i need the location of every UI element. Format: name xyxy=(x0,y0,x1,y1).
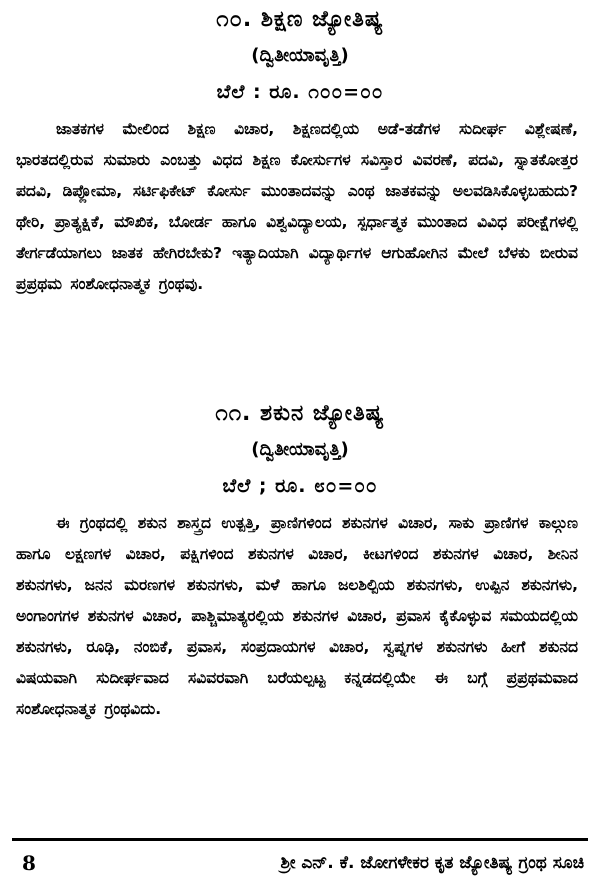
book-entry-shakuna-jyotishya xyxy=(0,400,600,725)
book-title: ೧೦. ಶಿಕ್ಷಣ ಜ್ಯೋತಿಷ್ಯ xyxy=(216,7,384,32)
catalog-title: ಶ್ರೀ ಎನ್. ಕೆ. ಜೋಗಳೇಕರ ಕೃತ ಜ್ಯೋತಿಷ್ಯ ಗ್ರಂಥ ಸೂಚಿ xyxy=(280,853,584,873)
book-entry-shikshana-jyotishya xyxy=(0,6,600,300)
book-edition: (ದ್ವಿತೀಯಾವೃತ್ತಿ) xyxy=(251,439,349,460)
book-price: ಬೆಲೆ : ರೂ. ೧೦೦=೦೦ xyxy=(216,81,384,103)
page-number: 8 xyxy=(22,851,36,875)
book-description: ಜಾತಕಗಳ ಮೇಲಿಂದ ಶಿಕ್ಷಣ ವಿಚಾರ, ಶಿಕ್ಷಣದಲ್ಲಿಯ ಅಡೆ-ತಡೆಗಳ ಸುದೀರ್ಘ ವಿಶ್ಲೇಷಣೆ, ಭಾರತದಲ್ಲಿರುವ ಸುಮಾರು ಎಂಬತ್ತು ವಿಧದ ಶಿಕ್ಷಣ ಕೋರ್ಸುಗಳ ಸವಿಸ್ತಾರ ವಿವರಣೆ, ಪದವಿ, ಸ್ನಾತಕೋತ್ತರ ಪದವಿ, ಡಿಪ್ಲೋಮಾ, ಸರ್ಟಿಫಿಕೇಟ್ ಕೋರ್ಸು ಮುಂತಾದವನ್ನು ಎಂಥ ಜಾತಕವನ್ನು ಅಲವಡಿಸಿಕೊಳ್ಳಬಹುದು? ಥೇರಿ, ಪ್ರಾತ್ಯಕ್ಷಿಕೆ, ಮೌಖಿಕ, ಬೋರ್ಡ ಹಾಗೂ ವಿಶ್ವವಿದ್ಯಾಲಯ, ಸ್ಪರ್ಧಾತ್ಮಕ ಮುಂತಾದ ವಿವಿಧ ಪರೀಕ್ಷೆಗಳಲ್ಲಿ ತೇರ್ಗಡೆಯಾಗಲು ಜಾತಕ ಹೇಗಿರಬೇಕು? ಇತ್ಯಾದಿಯಾಗಿ ವಿದ್ಯಾರ್ಥಿಗಳ ಆಗುಹೋಗಿನ ಮೇಲೆ ಬೆಳಕು ಬೀರುವ ಪ್ರಪ್ರಥಮ ಸಂಶೋಧನಾತ್ಮಕ ಗ್ರಂಥವು. xyxy=(16,120,578,293)
book-edition: (ದ್ವಿತೀಯಾವೃತ್ತಿ) xyxy=(251,45,349,66)
book-price: ಬೆಲೆ ; ರೂ. ೮೦=೦೦ xyxy=(222,475,378,497)
footer-divider xyxy=(12,838,588,841)
book-description: ಈ ಗ್ರಂಥದಲ್ಲಿ ಶಕುನ ಶಾಸ್ತ್ರದ ಉತ್ಪತ್ತಿ, ಪ್ರಾಣಿಗಳಿಂದ ಶಕುನಗಳ ವಿಚಾರ, ಸಾಕು ಪ್ರಾಣಿಗಳ ಕಾಲ್ಗುಣ ಹಾಗೂ ಲಕ್ಷಣಗಳ ವಿಚಾರ, ಪಕ್ಷಿಗಳಿಂದ ಶಕುನಗಳ ವಿಚಾರ, ಕೀಟಗಳಿಂದ ಶಕುನಗಳ ವಿಚಾರ, ಶೀನಿನ ಶಕುನಗಳು, ಜನನ ಮರಣಗಳ ಶಕುನಗಳು, ಮಳೆ ಹಾಗೂ ಜಲಶಿಲ್ಪಿಯ ಶಕುನಗಳು, ಉಪ್ಪಿನ ಶಕುನಗಳು, ಅಂಗಾಂಗಗಳ ಶಕುನಗಳ ವಿಚಾರ, ಪಾಶ್ಚಿಮಾತ್ಯರಲ್ಲಿಯ ಶಕುನಗಳ ವಿಚಾರ, ಪ್ರವಾಸ ಕೈಕೊಳ್ಳುವ ಸಮಯದಲ್ಲಿಯ ಶಕುನಗಳು, ರೂಢಿ, ನಂಬಿಕೆ, ಪ್ರವಾಸ, ಸಂಪ್ರದಾಯಗಳ ವಿಚಾರ, ಸ್ವಪ್ನಗಳ ಶಕುನಗಳು ಹೀಗೆ ಶಕುನದ ವಿಷಯವಾಗಿ ಸುದೀರ್ಘವಾದ ಸವಿವರವಾಗಿ ಬರೆಯಲ್ಪಟ್ಟ ಕನ್ನಡದಲ್ಲಿಯೇ ಈ ಬಗ್ಗೆ ಪ್ರಪ್ರಥಮವಾದ ಸಂಶೋಧನಾತ್ಮಕ ಗ್ರಂಥವಿದು. xyxy=(16,514,578,718)
book-title: ೧೧. ಶಕುನ ಜ್ಯೋತಿಷ್ಯ xyxy=(215,401,385,426)
page-footer xyxy=(12,848,588,878)
